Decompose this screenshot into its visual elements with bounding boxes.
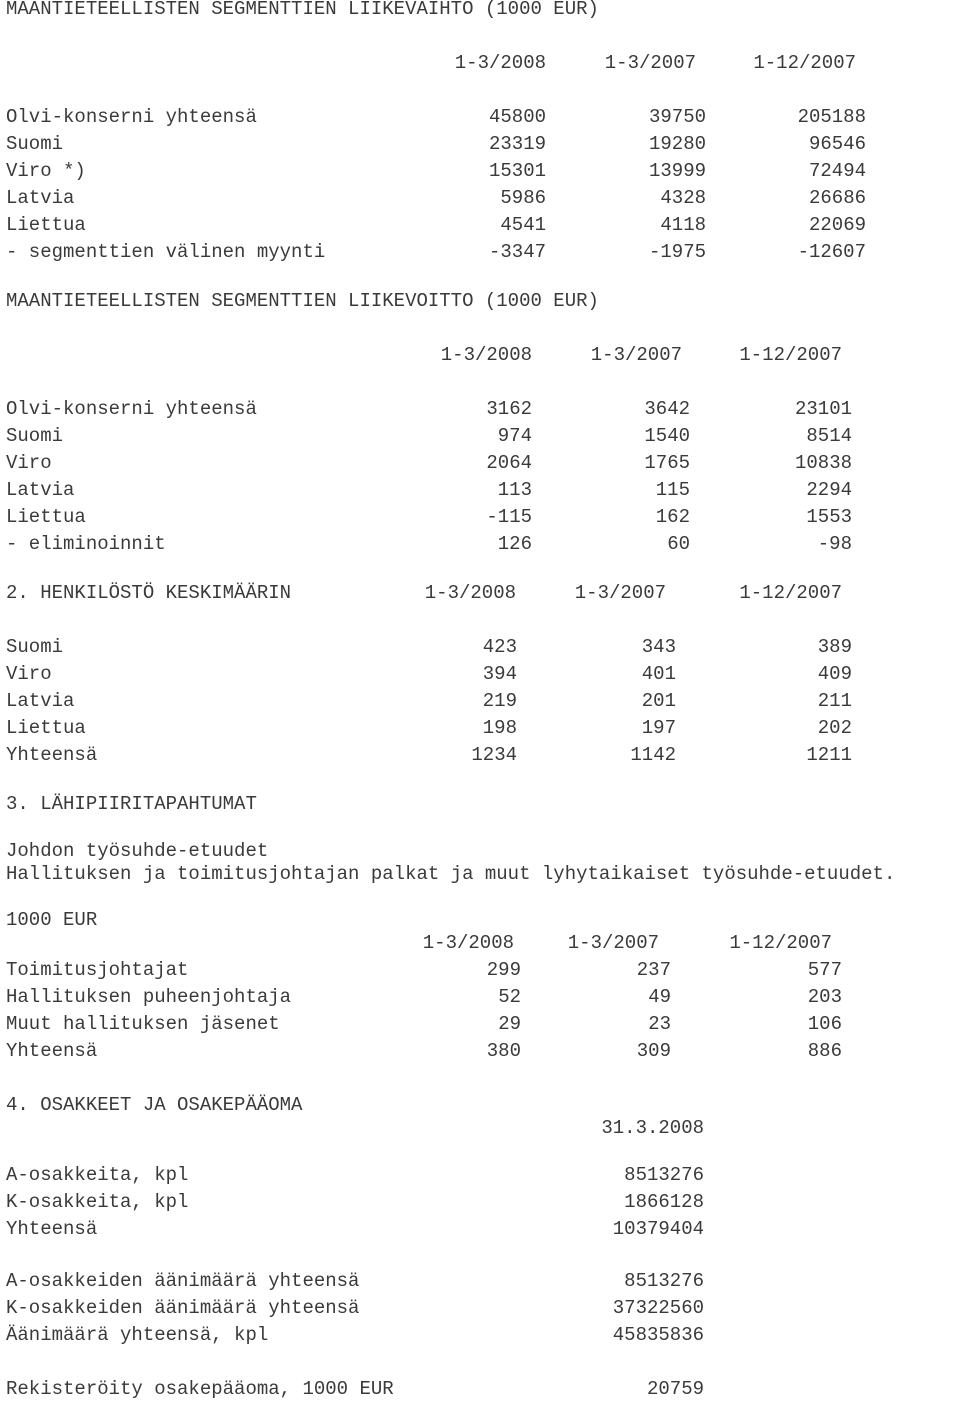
- table-cell: 115: [655, 479, 690, 501]
- table-cell: 20759: [646, 1378, 704, 1400]
- table-cell: 1540: [644, 425, 690, 447]
- row-label: Liettua: [6, 214, 86, 236]
- table-cell: 10379404: [612, 1218, 704, 1240]
- table-cell: 577: [807, 959, 842, 981]
- table-cell: 37322560: [612, 1297, 704, 1319]
- column-header: 1-3/2007: [574, 582, 666, 604]
- table-cell: 299: [486, 959, 521, 981]
- table-cell: 2294: [806, 479, 852, 501]
- row-label: Suomi: [6, 133, 64, 155]
- table-cell: 39750: [648, 106, 706, 128]
- column-header: 1-3/2008: [424, 582, 516, 604]
- table-cell: 974: [497, 425, 532, 447]
- row-label: Muut hallituksen jäsenet: [6, 1013, 280, 1035]
- table-cell: 106: [807, 1013, 842, 1035]
- row-label: Yhteensä: [6, 744, 98, 766]
- date-header: 31.3.2008: [601, 1117, 704, 1139]
- table-cell: 5986: [500, 187, 546, 209]
- column-header: 1-3/2007: [567, 932, 659, 954]
- row-label: - eliminoinnit: [6, 533, 166, 555]
- section-title-personnel: 2. HENKILÖSTÖ KESKIMÄÄRIN: [6, 582, 292, 604]
- row-label: Toimitusjohtajat: [6, 959, 189, 981]
- table-cell: 1866128: [624, 1191, 704, 1213]
- table-cell: 113: [497, 479, 532, 501]
- column-header: 1-3/2007: [604, 52, 696, 74]
- table-cell: 23: [648, 1013, 671, 1035]
- table-cell: 22069: [808, 214, 866, 236]
- table-cell: 886: [807, 1040, 842, 1062]
- table-cell: 3162: [486, 398, 532, 420]
- table-cell: 72494: [808, 160, 866, 182]
- table-cell: 49: [648, 986, 671, 1008]
- table-cell: 4328: [660, 187, 706, 209]
- column-header: 1-12/2007: [729, 932, 832, 954]
- table-cell: 1765: [644, 452, 690, 474]
- table-cell: 201: [641, 690, 676, 712]
- subheading: Johdon työsuhde-etuudet: [6, 840, 269, 862]
- table-cell: 343: [641, 636, 676, 658]
- table-cell: 1553: [806, 506, 852, 528]
- table-cell: 2064: [486, 452, 532, 474]
- row-label: Äänimäärä yhteensä, kpl: [6, 1324, 269, 1346]
- row-label: Olvi-konserni yhteensä: [6, 398, 257, 420]
- column-header: 1-3/2008: [454, 52, 546, 74]
- table-cell: -98: [817, 533, 852, 555]
- column-header: 1-3/2008: [422, 932, 514, 954]
- table-cell: 203: [807, 986, 842, 1008]
- table-cell: 15301: [488, 160, 546, 182]
- row-label: Viro *): [6, 160, 86, 182]
- column-header: 1-3/2008: [440, 344, 532, 366]
- row-label: Liettua: [6, 506, 86, 528]
- table-cell: -1975: [648, 241, 706, 263]
- table-cell: 29: [498, 1013, 521, 1035]
- row-label: K-osakkeita, kpl: [6, 1191, 189, 1213]
- table-cell: 19280: [648, 133, 706, 155]
- row-label: Viro: [6, 663, 52, 685]
- table-cell: 380: [486, 1040, 521, 1062]
- table-cell: 23319: [488, 133, 546, 155]
- column-header: 1-12/2007: [739, 582, 842, 604]
- table-cell: 309: [636, 1040, 671, 1062]
- table-cell: 3642: [644, 398, 690, 420]
- table-cell: 23101: [794, 398, 852, 420]
- table-cell: 8513276: [624, 1270, 704, 1292]
- table-cell: -115: [486, 506, 532, 528]
- table-cell: 401: [641, 663, 676, 685]
- column-header: 1-12/2007: [753, 52, 856, 74]
- row-label: Liettua: [6, 717, 86, 739]
- table-cell: 45835836: [612, 1324, 704, 1346]
- table-cell: 211: [817, 690, 852, 712]
- table-cell: 1234: [471, 744, 517, 766]
- table-cell: 394: [482, 663, 517, 685]
- row-label: Yhteensä: [6, 1040, 98, 1062]
- row-label: - segmenttien välinen myynti: [6, 241, 326, 263]
- row-label: Yhteensä: [6, 1218, 98, 1240]
- row-label: Rekisteröity osakepääoma, 1000 EUR: [6, 1378, 394, 1400]
- subheading: Hallituksen ja toimitusjohtajan palkat ja muut lyhytaikaiset työsuhde-etuudet.: [6, 863, 896, 885]
- column-header: 1-12/2007: [739, 344, 842, 366]
- table-cell: 237: [636, 959, 671, 981]
- table-cell: 197: [641, 717, 676, 739]
- section-title-net-sales: MAANTIETEELLISTEN SEGMENTTIEN LIIKEVAIHTO (1000 EUR): [6, 0, 599, 20]
- table-cell: 8514: [806, 425, 852, 447]
- table-cell: -3347: [488, 241, 546, 263]
- table-cell: 45800: [488, 106, 546, 128]
- table-cell: 162: [655, 506, 690, 528]
- row-label: Viro: [6, 452, 52, 474]
- table-cell: -12607: [797, 241, 866, 263]
- row-label: K-osakkeiden äänimäärä yhteensä: [6, 1297, 360, 1319]
- row-label: Latvia: [6, 187, 75, 209]
- row-label: Suomi: [6, 636, 64, 658]
- table-cell: 409: [817, 663, 852, 685]
- table-cell: 219: [482, 690, 517, 712]
- table-cell: 4541: [500, 214, 546, 236]
- section-title-shares: 4. OSAKKEET JA OSAKEPÄÄOMA: [6, 1094, 303, 1116]
- table-cell: 423: [482, 636, 517, 658]
- row-label: Hallituksen puheenjohtaja: [6, 986, 292, 1008]
- table-cell: 389: [817, 636, 852, 658]
- column-header: 1-3/2007: [590, 344, 682, 366]
- table-cell: 60: [667, 533, 690, 555]
- table-cell: 205188: [797, 106, 866, 128]
- row-label: Latvia: [6, 479, 75, 501]
- section-title-related-party: 3. LÄHIPIIRITAPAHTUMAT: [6, 793, 257, 815]
- row-label: Latvia: [6, 690, 75, 712]
- row-label: Suomi: [6, 425, 64, 447]
- table-cell: 13999: [648, 160, 706, 182]
- row-label: A-osakkeita, kpl: [6, 1164, 189, 1186]
- table-cell: 202: [817, 717, 852, 739]
- table-cell: 10838: [794, 452, 852, 474]
- table-cell: 52: [498, 986, 521, 1008]
- table-cell: 96546: [808, 133, 866, 155]
- unit-label: 1000 EUR: [6, 909, 98, 931]
- table-cell: 1211: [806, 744, 852, 766]
- table-cell: 1142: [630, 744, 676, 766]
- table-cell: 126: [497, 533, 532, 555]
- table-cell: 8513276: [624, 1164, 704, 1186]
- row-label: A-osakkeiden äänimäärä yhteensä: [6, 1270, 360, 1292]
- row-label: Olvi-konserni yhteensä: [6, 106, 257, 128]
- table-cell: 26686: [808, 187, 866, 209]
- table-cell: 4118: [660, 214, 706, 236]
- table-cell: 198: [482, 717, 517, 739]
- section-title-operating-profit: MAANTIETEELLISTEN SEGMENTTIEN LIIKEVOITTO (1000 EUR): [6, 290, 599, 312]
